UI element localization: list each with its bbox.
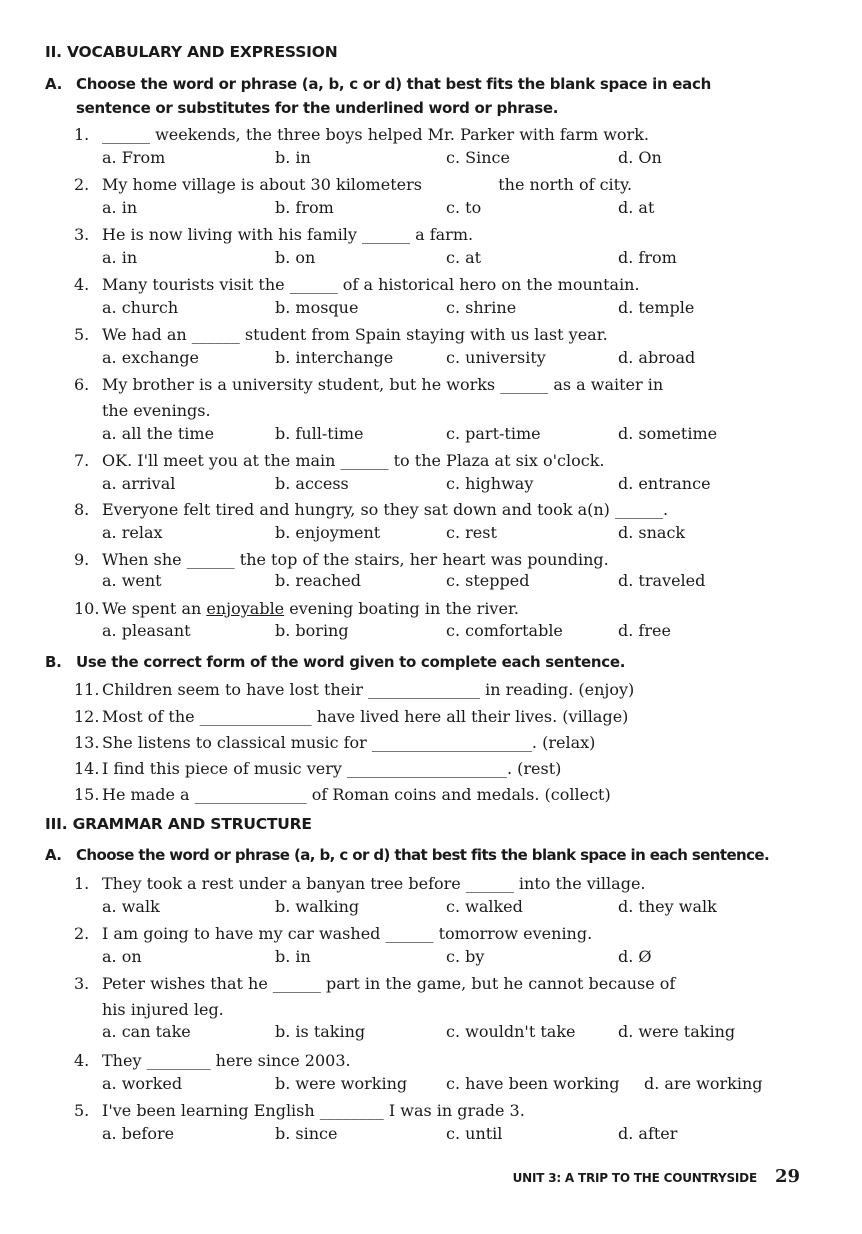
option-b: b. from bbox=[275, 198, 334, 217]
options-3 bbox=[102, 248, 802, 272]
option-d: d. abroad bbox=[618, 348, 696, 367]
option-d: d. were taking bbox=[618, 1022, 736, 1041]
option-c: c. by bbox=[446, 947, 485, 966]
option-d: d. they walk bbox=[618, 897, 717, 916]
page-footer bbox=[513, 1166, 800, 1187]
option-b: b. mosque bbox=[275, 298, 359, 317]
option-c: c. university bbox=[446, 348, 546, 367]
options-1 bbox=[102, 148, 802, 172]
options-8 bbox=[102, 523, 802, 547]
grammar-question-4: 4. They ________ here since 2003. bbox=[74, 1051, 351, 1070]
question-6: 6. My brother is a university student, but he works ______ as a waiter in bbox=[74, 375, 664, 394]
section-heading-grammar: III. GRAMMAR AND STRUCTURE bbox=[45, 815, 312, 833]
question-2: 2. My home village is about 30 kilometers the north of city. bbox=[74, 175, 633, 194]
option-b: b. full-time bbox=[275, 424, 364, 443]
option-b: b. reached bbox=[275, 571, 362, 590]
option-b: b. boring bbox=[275, 621, 349, 640]
option-a: a. walk bbox=[102, 897, 160, 916]
option-b: b. interchange bbox=[275, 348, 394, 367]
option-d: d. On bbox=[618, 148, 662, 167]
options-6 bbox=[102, 424, 802, 448]
option-a: a. church bbox=[102, 298, 179, 317]
option-c: c. part-time bbox=[446, 424, 541, 443]
question-12: 12. Most of the ______________ have lived here all their lives. (village) bbox=[74, 707, 629, 726]
grammar-options-4 bbox=[102, 1074, 802, 1098]
option-d: d. temple bbox=[618, 298, 695, 317]
option-c: c. have been working bbox=[446, 1074, 620, 1093]
option-a: a. worked bbox=[102, 1074, 183, 1093]
section-heading-vocabulary: II. VOCABULARY AND EXPRESSION bbox=[45, 43, 338, 61]
options-10 bbox=[102, 621, 802, 645]
option-a: a. From bbox=[102, 148, 166, 167]
question-13: 13. She listens to classical music for ____________________. (relax) bbox=[74, 733, 596, 752]
option-a: a. relax bbox=[102, 523, 163, 542]
option-b: b. enjoyment bbox=[275, 523, 381, 542]
question-14: 14. I find this piece of music very ____________________. (rest) bbox=[74, 759, 562, 778]
option-d: d. are working bbox=[644, 1074, 763, 1093]
option-b: b. in bbox=[275, 148, 311, 167]
option-a: a. can take bbox=[102, 1022, 191, 1041]
option-b: b. in bbox=[275, 947, 311, 966]
options-4 bbox=[102, 298, 802, 322]
grammar-question-3-continued: his injured leg. bbox=[102, 1000, 224, 1019]
option-a: a. exchange bbox=[102, 348, 200, 367]
option-d: d. snack bbox=[618, 523, 686, 542]
option-d: d. Ø bbox=[618, 947, 652, 966]
unit-title: UNIT 3: A TRIP TO THE COUNTRYSIDE bbox=[512, 1171, 757, 1185]
options-2 bbox=[102, 198, 802, 222]
part-b-instruction: B. Use the correct form of the word given to complete each sentence. bbox=[45, 650, 805, 674]
option-a: a. went bbox=[102, 571, 162, 590]
option-c: c. to bbox=[446, 198, 482, 217]
grammar-question-5: 5. I've been learning English ________ I was in grade 3. bbox=[74, 1101, 525, 1120]
option-c: c. until bbox=[446, 1124, 503, 1143]
option-a: a. pleasant bbox=[102, 621, 191, 640]
part-label: B. bbox=[45, 653, 62, 671]
grammar-question-2: 2. I am going to have my car washed ______ tomorrow evening. bbox=[74, 924, 593, 943]
question-3: 3. He is now living with his family ______ a farm. bbox=[74, 225, 474, 244]
option-c: c. wouldn't take bbox=[446, 1022, 576, 1041]
page-number: 29 bbox=[774, 1166, 800, 1187]
option-d: d. from bbox=[618, 248, 677, 267]
option-a: a. arrival bbox=[102, 474, 176, 493]
option-b: b. is taking bbox=[275, 1022, 366, 1041]
option-a: a. on bbox=[102, 947, 142, 966]
grammar-options-1 bbox=[102, 897, 802, 921]
grammar-question-1: 1. They took a rest under a banyan tree before ______ into the village. bbox=[74, 874, 646, 893]
question-10: 10. We spent an enjoyable evening boating in the river. bbox=[74, 599, 519, 618]
question-6-continued: the evenings. bbox=[102, 401, 211, 420]
option-d: d. free bbox=[618, 621, 671, 640]
option-a: a. in bbox=[102, 248, 138, 267]
options-9 bbox=[102, 571, 802, 595]
grammar-options-2 bbox=[102, 947, 802, 971]
part-label: A. bbox=[45, 846, 62, 864]
option-b: b. access bbox=[275, 474, 349, 493]
option-c: c. stepped bbox=[446, 571, 530, 590]
question-15: 15. He made a ______________ of Roman coins and medals. (collect) bbox=[74, 785, 611, 804]
option-d: d. traveled bbox=[618, 571, 706, 590]
options-5 bbox=[102, 348, 802, 372]
option-b: b. on bbox=[275, 248, 316, 267]
option-c: c. highway bbox=[446, 474, 534, 493]
option-d: d. at bbox=[618, 198, 655, 217]
option-a: a. all the time bbox=[102, 424, 215, 443]
option-c: c. walked bbox=[446, 897, 523, 916]
question-7: 7. OK. I'll meet you at the main ______ to the Plaza at six o'clock. bbox=[74, 451, 605, 470]
part-label: A. bbox=[45, 75, 62, 93]
grammar-question-3: 3. Peter wishes that he ______ part in the game, but he cannot because of bbox=[74, 974, 676, 993]
question-1: 1. ______ weekends, the three boys helped Mr. Parker with farm work. bbox=[74, 125, 649, 144]
option-d: d. entrance bbox=[618, 474, 711, 493]
option-b: b. were working bbox=[275, 1074, 408, 1093]
option-d: d. after bbox=[618, 1124, 678, 1143]
question-4: 4. Many tourists visit the ______ of a historical hero on the mountain. bbox=[74, 275, 640, 294]
option-d: d. sometime bbox=[618, 424, 718, 443]
question-9: 9. When she ______ the top of the stairs, her heart was pounding. bbox=[74, 550, 609, 569]
grammar-options-5 bbox=[102, 1124, 802, 1148]
grammar-part-a-instruction: A. Choose the word or phrase (a, b, c or d) that best fits the blank space in each sentence. bbox=[45, 843, 805, 867]
question-11: 11. Children seem to have lost their ______________ in reading. (enjoy) bbox=[74, 680, 635, 699]
option-c: c. rest bbox=[446, 523, 497, 542]
option-c: c. at bbox=[446, 248, 482, 267]
option-c: c. comfortable bbox=[446, 621, 563, 640]
part-a-instruction: A. Choose the word or phrase (a, b, c or d) that best fits the blank space in each sentence or substitutes for the underlined word or phrase. bbox=[45, 72, 805, 120]
grammar-options-3 bbox=[102, 1022, 802, 1046]
option-c: c. shrine bbox=[446, 298, 517, 317]
option-a: a. in bbox=[102, 198, 138, 217]
option-b: b. since bbox=[275, 1124, 338, 1143]
question-5: 5. We had an ______ student from Spain staying with us last year. bbox=[74, 325, 608, 344]
option-b: b. walking bbox=[275, 897, 360, 916]
option-c: c. Since bbox=[446, 148, 510, 167]
option-a: a. before bbox=[102, 1124, 175, 1143]
underlined-word: enjoyable bbox=[206, 599, 285, 618]
question-8: 8. Everyone felt tired and hungry, so they sat down and took a(n) ______. bbox=[74, 500, 669, 519]
options-7 bbox=[102, 474, 802, 498]
